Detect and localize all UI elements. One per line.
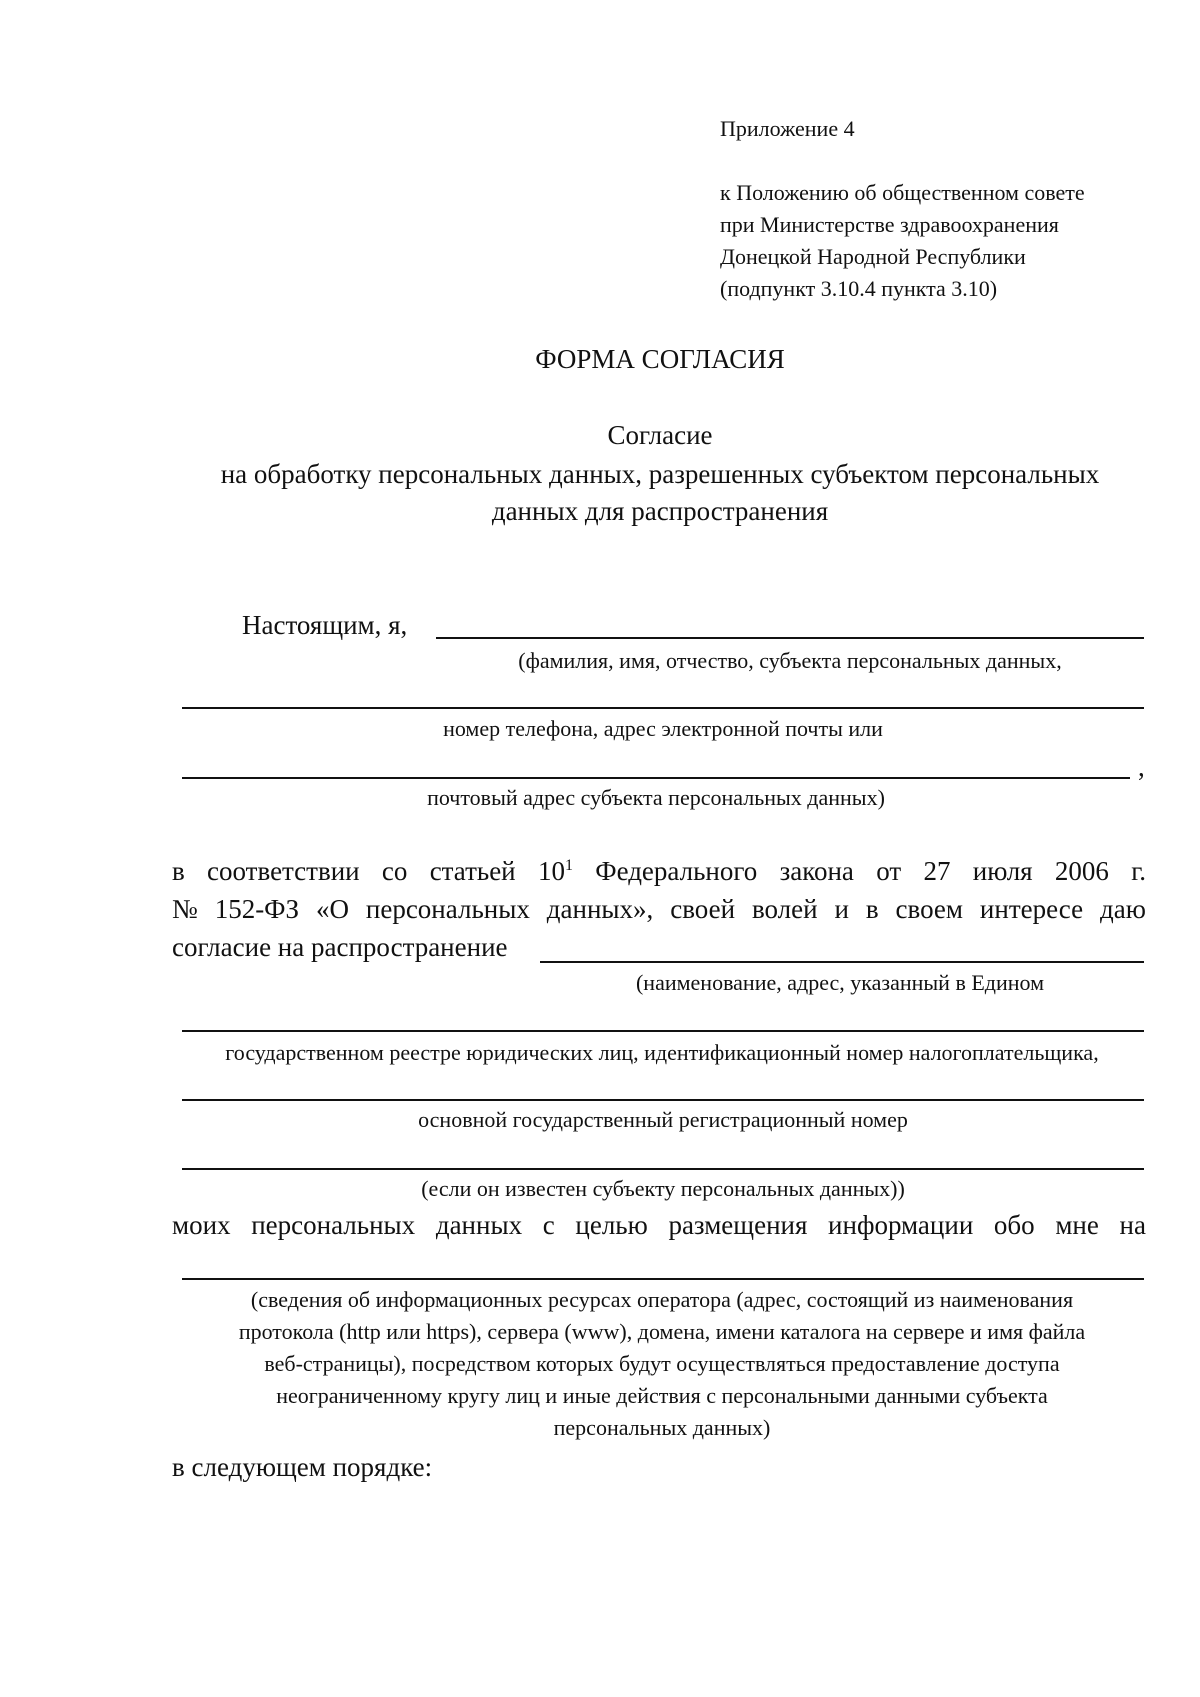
word: «О bbox=[315, 894, 349, 924]
word: от bbox=[876, 856, 902, 886]
comma: , bbox=[1138, 752, 1145, 782]
hint-operator-name: (наименование, адрес, указанный в Едином bbox=[635, 970, 1045, 995]
postal-address-input-line[interactable] bbox=[182, 777, 1130, 779]
word: соответствии bbox=[207, 856, 360, 886]
hint-registry: государственном реестре юридических лиц, идентификационный номер налогоплательщика, bbox=[225, 1040, 1099, 1065]
consent-title-line-1: Согласие bbox=[607, 420, 713, 450]
header-line-1: к Положению об общественном совете bbox=[720, 180, 1085, 205]
resource-input-line[interactable] bbox=[182, 1278, 1144, 1280]
word: 152-ФЗ bbox=[214, 894, 300, 924]
body-line-2 bbox=[172, 894, 1146, 925]
appendix-label: Приложение 4 bbox=[720, 116, 855, 141]
purpose-line bbox=[172, 1210, 1146, 1241]
fio-input-line[interactable] bbox=[436, 637, 1144, 639]
article-number: $10^1$ bbox=[537, 856, 573, 886]
word: закона bbox=[779, 856, 854, 886]
operator-registry-input-line[interactable] bbox=[182, 1030, 1144, 1032]
hint-resource-line-4: неограниченному кругу лиц и иные действия с персональными данными субъекта bbox=[276, 1383, 1048, 1408]
intro-text: Настоящим, я, bbox=[242, 610, 408, 640]
word: в bbox=[865, 894, 879, 924]
header-line-4: (подпункт 3.10.4 пункта 3.10) bbox=[720, 276, 998, 301]
header-line-2: при Министерстве здравоохранения bbox=[720, 212, 1059, 237]
word: моих bbox=[172, 1210, 231, 1240]
word: волей bbox=[751, 894, 818, 924]
word: своем bbox=[895, 894, 963, 924]
form-title: ФОРМА СОГЛАСИЯ bbox=[535, 344, 785, 374]
word: и bbox=[834, 894, 849, 924]
hint-resource-line-2: протокола (http или https), сервера (www), домена, имени каталога на сервере и имя файла bbox=[238, 1319, 1086, 1344]
word: целью bbox=[575, 1210, 648, 1240]
word: № bbox=[172, 894, 198, 924]
word: с bbox=[542, 1210, 555, 1240]
hint-fio: (фамилия, имя, отчество, субъекта персональных данных, bbox=[518, 648, 1062, 673]
word: со bbox=[381, 856, 408, 886]
word: своей bbox=[670, 894, 736, 924]
operator-name-input-line[interactable] bbox=[540, 961, 1144, 963]
word: статьей bbox=[429, 856, 516, 886]
consent-title-line-3: данных для распространения bbox=[491, 496, 829, 526]
word: в bbox=[172, 856, 185, 886]
hint-resource-line-1: (сведения об информационных ресурсах оператора (адрес, состоящий из наименования bbox=[250, 1287, 1074, 1312]
hint-postal-address: почтовый адрес субъекта персональных данных) bbox=[427, 785, 885, 810]
word: 27 bbox=[923, 856, 951, 886]
closing-text: в следующем порядке: bbox=[172, 1452, 433, 1482]
word: Федерального bbox=[595, 856, 758, 886]
word: обо bbox=[993, 1210, 1035, 1240]
word: персональных bbox=[365, 894, 530, 924]
word: размещения bbox=[668, 1210, 808, 1240]
word: на bbox=[1119, 1210, 1146, 1240]
word: интересе bbox=[979, 894, 1084, 924]
word: даю bbox=[1099, 894, 1146, 924]
word: июля bbox=[972, 856, 1033, 886]
hint-phone-email: номер телефона, адрес электронной почты или bbox=[443, 716, 883, 741]
word: персональных bbox=[251, 1210, 416, 1240]
word: мне bbox=[1055, 1210, 1099, 1240]
word: данных», bbox=[546, 894, 654, 924]
phone-email-input-line[interactable] bbox=[182, 707, 1144, 709]
consent-title-line-2: на обработку персональных данных, разрешенных субъектом персональных bbox=[220, 459, 1100, 489]
body-line-1 bbox=[172, 856, 1146, 887]
header-line-3: Донецкой Народной Республики bbox=[720, 244, 1026, 269]
word: 2006 bbox=[1054, 856, 1109, 886]
hint-resource-line-3: веб-страницы), посредством которых будут осуществляться предоставление доступа bbox=[264, 1351, 1060, 1376]
body-line-3: согласие на распространение bbox=[172, 932, 508, 962]
word: информации bbox=[828, 1210, 974, 1240]
word: данных bbox=[435, 1210, 523, 1240]
word: г. bbox=[1131, 856, 1146, 886]
ogrn-input-line[interactable] bbox=[182, 1099, 1144, 1101]
hint-if-known: (если он известен субъекту персональных данных)) bbox=[421, 1176, 905, 1201]
ogrn-value-input-line[interactable] bbox=[182, 1168, 1144, 1170]
hint-resource-line-5: персональных данных) bbox=[553, 1415, 771, 1440]
hint-ogrn: основной государственный регистрационный номер bbox=[418, 1107, 908, 1132]
